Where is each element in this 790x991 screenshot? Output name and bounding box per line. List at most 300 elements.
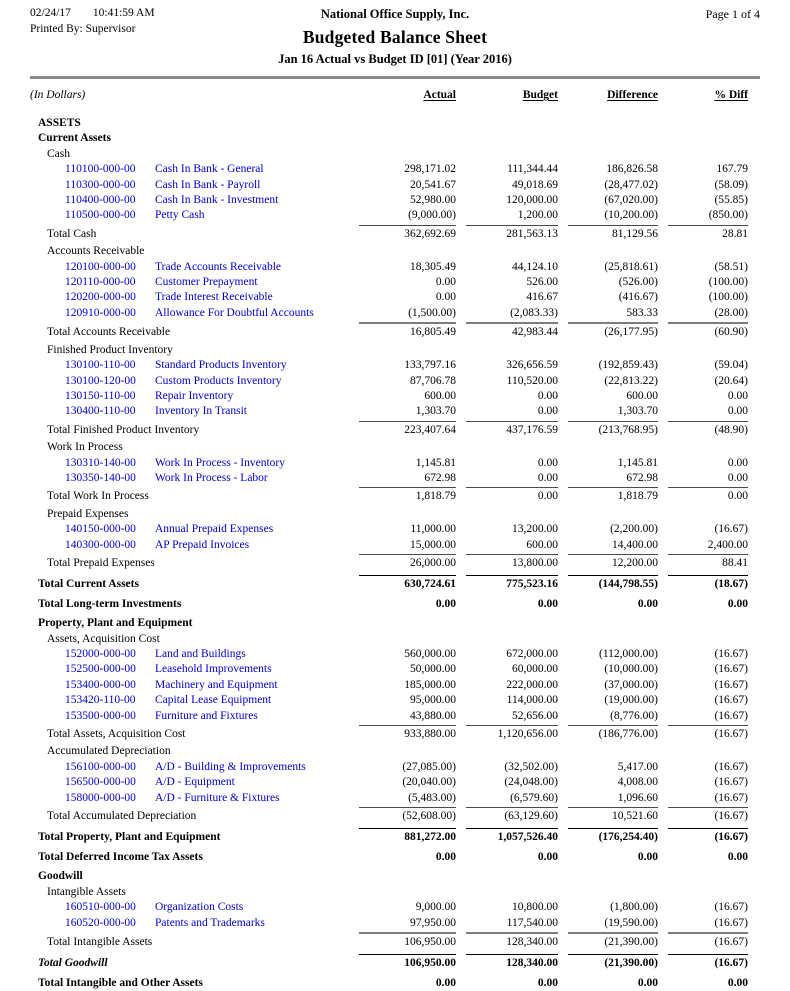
value-cell-pct-diff: (16.67) xyxy=(714,663,748,676)
value-cell-actual: 185,000.00 xyxy=(404,678,456,691)
account-label-cell xyxy=(30,389,349,404)
value-cell-budget: 114,000.00 xyxy=(506,694,558,707)
value-cell-budget: 1,057,526.40 xyxy=(466,828,558,845)
value-cell-actual: 1,303.70 xyxy=(415,405,456,418)
table-row xyxy=(30,976,748,991)
value-cell-budget: 526.00 xyxy=(526,276,558,289)
value-cell-actual: 106,950.00 xyxy=(359,932,456,950)
value-cell-budget: 222,000.00 xyxy=(506,678,558,691)
value-cell-difference: (526.00) xyxy=(618,276,658,289)
account-code-link[interactable]: 130350-140-00 xyxy=(65,471,136,484)
table-row xyxy=(30,775,748,790)
value-cell-actual: 630,724.61 xyxy=(359,575,456,592)
account-code-link[interactable]: 152500-000-00 xyxy=(65,663,136,676)
value-cell-pct-diff: 0.00 xyxy=(668,487,748,504)
account-code-link[interactable]: 120110-000-00 xyxy=(65,276,136,289)
value-cell-pct-diff: (59.04) xyxy=(714,359,748,372)
value-cell-budget: 52,656.00 xyxy=(512,709,558,722)
value-cell-difference: (112,000.00) xyxy=(599,648,658,660)
row-label: Assets, Acquisition Cost xyxy=(47,632,160,645)
account-label-cell xyxy=(30,900,349,915)
value-cell-actual: (5,483.00) xyxy=(408,791,456,804)
account-description-link[interactable]: Trade Accounts Receivable xyxy=(155,260,282,273)
value-cell-difference: (8,776.00) xyxy=(610,709,658,722)
value-cell-difference: (2,200.00) xyxy=(610,523,658,536)
value-cell-actual: 50,000.00 xyxy=(410,663,456,676)
table-row xyxy=(30,538,748,553)
value-cell-pct-diff: (55.85) xyxy=(714,194,748,207)
report-title: Budgeted Balance Sheet xyxy=(302,27,488,47)
value-cell-pct-diff: 0.00 xyxy=(727,597,748,610)
value-cell-difference: 12,200.00 xyxy=(568,554,658,571)
account-label-cell xyxy=(30,709,349,724)
table-row xyxy=(30,791,748,806)
row-label: Total Accounts Receivable xyxy=(47,326,171,339)
printed-by: Printed By: Supervisor xyxy=(30,23,136,35)
row-label: Property, Plant and Equipment xyxy=(38,617,193,630)
account-label-cell xyxy=(30,775,349,790)
account-code-link[interactable]: 130310-140-00 xyxy=(65,456,136,469)
value-cell-actual: 26,000.00 xyxy=(359,554,456,571)
account-description-link[interactable]: A/D - Building & Improvements xyxy=(155,760,306,773)
account-code-link[interactable]: 153420-110-00 xyxy=(65,694,136,707)
row-label: Total Assets, Acquisition Cost xyxy=(47,728,186,741)
row-label: Work In Process xyxy=(47,441,123,454)
account-description-link[interactable]: Allowance For Doubtful Accounts xyxy=(155,306,314,319)
account-description-link[interactable]: AP Prepaid Invoices xyxy=(155,538,250,551)
account-description-link[interactable]: Cash In Bank - Investment xyxy=(155,194,279,207)
account-label-cell xyxy=(30,760,349,775)
account-code-link[interactable]: 110500-000-00 xyxy=(65,209,136,222)
value-cell-actual: 106,950.00 xyxy=(359,954,456,971)
value-cell-actual: 11,000.00 xyxy=(410,523,456,536)
value-cell-difference: 0.00 xyxy=(637,850,658,863)
value-cell-difference: 14,400.00 xyxy=(612,538,658,551)
value-cell-pct-diff: 0.00 xyxy=(727,456,748,469)
value-cell-budget: 44,124.10 xyxy=(512,260,558,273)
value-cell-difference: 672.98 xyxy=(626,471,658,484)
account-code-link[interactable]: 110100-000-00 xyxy=(65,163,136,176)
value-cell-pct-diff: (100.00) xyxy=(708,291,748,304)
value-cell-actual: 0.00 xyxy=(435,276,456,289)
value-cell-difference: (19,590.00) xyxy=(604,916,658,929)
table-row xyxy=(30,885,748,900)
print-time: 10:41:59 AM xyxy=(92,7,155,19)
value-cell-pct-diff: 28.81 xyxy=(668,225,748,242)
value-cell-budget: 281,563.13 xyxy=(466,225,558,242)
value-cell-difference: (22,813.22) xyxy=(604,374,658,387)
value-cell-budget: 111,344.44 xyxy=(507,163,558,176)
value-cell-actual: 9,000.00 xyxy=(415,901,456,914)
value-cell-difference: 0.00 xyxy=(637,976,658,989)
value-cell-difference: (25,818.61) xyxy=(604,260,658,273)
account-label-cell xyxy=(30,678,349,693)
account-code-link[interactable]: 140150-000-00 xyxy=(65,523,136,536)
value-cell-actual: 298,171.02 xyxy=(404,163,456,176)
value-cell-actual: 95,000.00 xyxy=(410,694,456,707)
row-label: Intangible Assets xyxy=(47,885,126,898)
row-label: Accounts Receivable xyxy=(47,245,145,258)
value-cell-actual: (27,085.00) xyxy=(402,760,456,773)
value-cell-budget: 0.00 xyxy=(466,487,558,504)
table-row xyxy=(30,178,748,193)
account-label-cell xyxy=(30,404,349,419)
account-label-cell xyxy=(30,275,349,290)
table-row xyxy=(30,850,748,865)
value-cell-budget: 128,340.00 xyxy=(466,932,558,950)
value-cell-budget: (32,502.00) xyxy=(504,760,558,773)
table-row xyxy=(30,575,748,592)
value-cell-budget: 0.00 xyxy=(537,976,558,989)
account-label-cell xyxy=(30,208,349,223)
value-cell-budget: 437,176.59 xyxy=(466,421,558,438)
value-cell-pct-diff: (58.51) xyxy=(714,260,748,273)
value-cell-difference: 1,096.60 xyxy=(617,791,658,804)
value-cell-pct-diff: 0.00 xyxy=(727,471,748,484)
value-cell-difference: (192,859.43) xyxy=(598,359,658,372)
table-row xyxy=(30,709,748,724)
row-label: ASSETS xyxy=(38,117,81,129)
row-label: Prepaid Expenses xyxy=(47,507,129,520)
table-row xyxy=(30,456,748,471)
value-cell-difference: (10,000.00) xyxy=(604,663,658,676)
account-description-link[interactable]: Repair Inventory xyxy=(155,389,234,402)
value-cell-pct-diff: (16.67) xyxy=(714,776,748,789)
table-row xyxy=(30,900,748,915)
table-row xyxy=(30,440,748,455)
value-cell-pct-diff: 0.00 xyxy=(727,976,748,989)
account-description-link[interactable]: Cash In Bank - Payroll xyxy=(155,178,261,191)
account-description-link[interactable]: Customer Prepayment xyxy=(155,276,258,289)
table-row xyxy=(30,869,748,884)
account-description-link[interactable]: Machinery and Equipment xyxy=(155,678,278,691)
value-cell-difference: 4,008.00 xyxy=(617,776,658,789)
units-label: (In Dollars) xyxy=(30,89,86,101)
value-cell-pct-diff: (16.67) xyxy=(714,709,748,722)
account-label-cell xyxy=(30,916,349,931)
account-code-link[interactable]: 152000-000-00 xyxy=(65,648,136,660)
account-label-cell xyxy=(30,791,349,806)
print-date: 02/24/17 xyxy=(30,7,71,19)
account-description-link[interactable]: Standard Products Inventory xyxy=(155,359,287,372)
table-row xyxy=(30,487,748,504)
column-header-pct-diff: % Diff xyxy=(714,89,748,101)
value-cell-budget: (24,048.00) xyxy=(504,776,558,789)
value-cell-actual: 362,692.69 xyxy=(359,225,456,242)
account-code-link[interactable]: 110300-000-00 xyxy=(65,178,136,191)
account-code-link[interactable]: 120910-000-00 xyxy=(65,306,136,319)
value-cell-actual: 97,950.00 xyxy=(410,916,456,929)
print-datetime xyxy=(30,7,245,19)
value-cell-difference: (10,200.00) xyxy=(604,209,658,222)
value-cell-actual: 18,305.49 xyxy=(410,260,456,273)
table-row xyxy=(30,290,748,305)
account-description-link[interactable]: Land and Buildings xyxy=(155,648,246,660)
value-cell-pct-diff: (48.90) xyxy=(668,421,748,438)
value-cell-budget: 13,800.00 xyxy=(466,554,558,571)
account-code-link[interactable]: 120100-000-00 xyxy=(65,260,136,273)
account-label-cell xyxy=(30,306,349,321)
account-label-cell xyxy=(30,647,349,662)
row-label: Goodwill xyxy=(38,870,83,883)
account-description-link[interactable]: A/D - Furniture & Fixtures xyxy=(155,791,280,804)
page-number: Page 1 of 4 xyxy=(705,7,760,21)
table-row xyxy=(30,744,748,759)
table-row xyxy=(30,225,748,242)
value-cell-budget: 672,000.00 xyxy=(506,648,558,660)
account-label-cell xyxy=(30,193,349,208)
value-cell-actual: 672.98 xyxy=(424,471,456,484)
table-row xyxy=(30,193,748,208)
value-cell-difference: (67,020.00) xyxy=(604,194,658,207)
table-row xyxy=(30,244,748,259)
table-row xyxy=(30,162,748,177)
row-label: Finished Product Inventory xyxy=(47,343,173,356)
account-label-cell xyxy=(30,358,349,373)
value-cell-difference: 186,826.58 xyxy=(606,163,658,176)
value-cell-budget: 326,656.59 xyxy=(506,359,558,372)
value-cell-difference: 600.00 xyxy=(626,389,658,402)
account-description-link[interactable]: Cash In Bank - General xyxy=(155,163,264,176)
value-cell-pct-diff: (16.67) xyxy=(714,678,748,691)
value-cell-pct-diff: (28.00) xyxy=(714,306,748,319)
value-cell-actual: 1,818.79 xyxy=(359,487,456,504)
value-cell-pct-diff: 0.00 xyxy=(727,850,748,863)
value-cell-budget: 775,523.16 xyxy=(466,575,558,592)
account-label-cell xyxy=(30,374,349,389)
report-header xyxy=(0,7,790,67)
row-label: Total Accumulated Depreciation xyxy=(47,810,197,823)
value-cell-actual: 0.00 xyxy=(435,976,456,989)
value-cell-difference: (21,390.00) xyxy=(568,932,658,950)
value-cell-actual: 560,000.00 xyxy=(404,648,456,660)
table-row xyxy=(30,322,748,340)
value-cell-difference: 10,521.60 xyxy=(568,807,658,824)
value-cell-budget: 60,000.00 xyxy=(512,663,558,676)
value-cell-difference: (176,254.40) xyxy=(568,828,658,845)
value-cell-pct-diff: (20.64) xyxy=(714,374,748,387)
value-cell-budget: 0.00 xyxy=(537,389,558,402)
table-row xyxy=(30,421,748,438)
account-description-link[interactable]: Annual Prepaid Expenses xyxy=(155,523,274,536)
account-description-link[interactable]: Custom Products Inventory xyxy=(155,374,282,387)
table-row xyxy=(30,306,748,321)
table-row xyxy=(30,275,748,290)
table-row xyxy=(30,471,748,486)
account-code-link[interactable]: 158000-000-00 xyxy=(65,791,136,804)
column-header-budget: Budget xyxy=(522,89,558,101)
account-code-link[interactable]: 130150-110-00 xyxy=(65,389,136,402)
value-cell-difference: (416.67) xyxy=(618,291,658,304)
value-cell-budget: (6,579.60) xyxy=(510,791,558,804)
account-code-link[interactable]: 140300-000-00 xyxy=(65,538,136,551)
table-row xyxy=(30,616,748,631)
account-code-link[interactable]: 156100-000-00 xyxy=(65,760,136,773)
value-cell-pct-diff: (16.67) xyxy=(668,828,748,845)
account-code-link[interactable]: 130400-110-00 xyxy=(65,405,136,418)
table-row xyxy=(30,374,748,389)
column-header-difference: Difference xyxy=(607,89,658,101)
table-row xyxy=(30,828,748,845)
account-description-link[interactable]: A/D - Equipment xyxy=(155,776,235,789)
value-cell-actual: 881,272.00 xyxy=(359,828,456,845)
value-cell-actual: (9,000.00) xyxy=(408,209,456,222)
account-description-link[interactable]: Inventory In Transit xyxy=(155,405,247,418)
column-header-actual: Actual xyxy=(423,89,456,101)
row-label: Total Finished Product Inventory xyxy=(47,423,200,436)
value-cell-actual: 0.00 xyxy=(435,597,456,610)
row-label: Total Long-term Investments xyxy=(38,597,182,610)
value-cell-budget: 117,540.00 xyxy=(506,916,558,929)
table-row xyxy=(30,358,748,373)
account-label-cell xyxy=(30,662,349,677)
account-code-link[interactable]: 153500-000-00 xyxy=(65,709,136,722)
account-code-link[interactable]: 153400-000-00 xyxy=(65,678,136,691)
value-cell-budget: 0.00 xyxy=(537,405,558,418)
value-cell-difference: 0.00 xyxy=(637,597,658,610)
account-description-link[interactable]: Work In Process - Inventory xyxy=(155,456,286,469)
value-cell-budget: 1,200.00 xyxy=(517,209,558,222)
value-cell-budget: (2,083.33) xyxy=(510,306,558,319)
value-cell-budget: 49,018.69 xyxy=(512,178,558,191)
account-description-link[interactable]: Capital Lease Equipment xyxy=(155,694,272,707)
value-cell-actual: (52,608.00) xyxy=(359,807,456,824)
row-label: Total Current Assets xyxy=(38,578,139,591)
value-cell-pct-diff: (16.67) xyxy=(714,916,748,929)
value-cell-budget: 416.67 xyxy=(526,291,558,304)
table-row xyxy=(30,807,748,824)
value-cell-pct-diff: 0.00 xyxy=(727,389,748,402)
value-cell-budget: 128,340.00 xyxy=(466,954,558,971)
account-code-link[interactable]: 120200-000-00 xyxy=(65,291,136,304)
table-row xyxy=(30,131,748,146)
row-label: Total Intangible Assets xyxy=(47,935,153,948)
value-cell-budget: 0.00 xyxy=(537,850,558,863)
account-label-cell xyxy=(30,260,349,275)
account-label-cell xyxy=(30,456,349,471)
value-cell-difference: (37,000.00) xyxy=(604,678,658,691)
account-label-cell xyxy=(30,693,349,708)
value-cell-difference: (28,477.02) xyxy=(604,178,658,191)
table-row xyxy=(30,522,748,537)
value-cell-pct-diff: (16.67) xyxy=(668,807,748,824)
value-cell-budget: 120,000.00 xyxy=(506,194,558,207)
report-subtitle: Jan 16 Actual vs Budget ID [01] (Year 2016) xyxy=(278,52,512,66)
table-row xyxy=(30,554,748,571)
table-row xyxy=(30,260,748,275)
row-label: Total Goodwill xyxy=(38,957,108,970)
account-label-cell xyxy=(30,162,349,177)
value-cell-actual: 15,000.00 xyxy=(410,538,456,551)
table-row xyxy=(30,632,748,647)
header-center xyxy=(245,7,545,67)
table-row xyxy=(30,954,748,971)
account-label-cell xyxy=(30,538,349,553)
value-cell-budget: 0.00 xyxy=(537,456,558,469)
value-cell-actual: 52,980.00 xyxy=(410,194,456,207)
value-cell-difference: (186,776.00) xyxy=(568,725,658,742)
value-cell-difference: (26,177.95) xyxy=(568,322,658,340)
value-cell-difference: 583.33 xyxy=(626,306,658,319)
value-cell-pct-diff: 167.79 xyxy=(716,163,748,176)
account-description-link[interactable]: Furniture and Fixtures xyxy=(155,709,258,722)
value-cell-pct-diff: (16.67) xyxy=(714,648,748,660)
account-label-cell xyxy=(30,522,349,537)
table-row xyxy=(30,147,748,162)
row-label: Total Property, Plant and Equipment xyxy=(38,831,221,844)
table-row xyxy=(30,404,748,419)
account-code-link[interactable]: 130100-120-00 xyxy=(65,374,136,387)
table-row xyxy=(30,678,748,693)
value-cell-pct-diff: (16.67) xyxy=(668,725,748,742)
row-label: Current Assets xyxy=(38,132,111,145)
value-cell-difference: (213,768.95) xyxy=(568,421,658,438)
value-cell-pct-diff: (58.09) xyxy=(714,178,748,191)
table-row xyxy=(30,389,748,404)
row-label: Total Prepaid Expenses xyxy=(47,556,155,569)
value-cell-difference: 5,417.00 xyxy=(617,760,658,773)
value-cell-pct-diff: 2,400.00 xyxy=(707,538,748,551)
account-code-link[interactable]: 110400-000-00 xyxy=(65,194,136,207)
value-cell-budget: 0.00 xyxy=(537,597,558,610)
account-description-link[interactable]: Trade Interest Receivable xyxy=(155,291,273,304)
value-cell-pct-diff: (850.00) xyxy=(708,209,748,222)
table-row xyxy=(30,597,748,612)
value-cell-difference: 81,129.56 xyxy=(568,225,658,242)
account-label-cell xyxy=(30,178,349,193)
value-cell-actual: 0.00 xyxy=(435,291,456,304)
account-description-link[interactable]: Patents and Trademarks xyxy=(155,916,265,929)
value-cell-budget: 13,200.00 xyxy=(512,523,558,536)
value-cell-actual: 87,706.78 xyxy=(410,374,456,387)
column-header-row xyxy=(0,79,790,101)
row-label: Total Work In Process xyxy=(47,490,149,503)
account-label-cell xyxy=(30,290,349,305)
account-description-link[interactable]: Work In Process - Labor xyxy=(155,471,268,484)
account-description-link[interactable]: Leasehold Improvements xyxy=(155,663,272,676)
value-cell-pct-diff: (16.67) xyxy=(714,791,748,804)
value-cell-actual: 16,805.49 xyxy=(359,322,456,340)
value-cell-pct-diff: (16.67) xyxy=(714,694,748,707)
table-row xyxy=(30,343,748,358)
table-row xyxy=(30,507,748,522)
value-cell-pct-diff: (16.67) xyxy=(714,901,748,914)
value-cell-difference: 1,303.70 xyxy=(617,405,658,418)
company-name: National Office Supply, Inc. xyxy=(320,7,470,21)
table-row xyxy=(30,647,748,662)
value-cell-actual: 43,880.00 xyxy=(410,709,456,722)
row-label: Total Deferred Income Tax Assets xyxy=(38,850,203,863)
value-cell-budget: 1,120,656.00 xyxy=(466,725,558,742)
row-label: Cash xyxy=(47,147,70,160)
account-description-link[interactable]: Petty Cash xyxy=(155,209,205,222)
value-cell-actual: (1,500.00) xyxy=(408,306,456,319)
account-code-link[interactable]: 156500-000-00 xyxy=(65,776,136,789)
account-label-cell xyxy=(30,471,349,486)
value-cell-actual: 933,880.00 xyxy=(359,725,456,742)
value-cell-actual: 223,407.64 xyxy=(359,421,456,438)
account-code-link[interactable]: 160510-000-00 xyxy=(65,901,136,914)
value-cell-difference: 1,145.81 xyxy=(617,456,658,469)
header-left xyxy=(30,7,245,67)
account-description-link[interactable]: Organization Costs xyxy=(155,901,244,914)
table-row xyxy=(30,916,748,931)
table-row xyxy=(30,208,748,223)
account-code-link[interactable]: 160520-000-00 xyxy=(65,916,136,929)
value-cell-difference: (144,798.55) xyxy=(568,575,658,592)
value-cell-difference: (21,390.00) xyxy=(568,954,658,971)
account-code-link[interactable]: 130100-110-00 xyxy=(65,359,136,372)
